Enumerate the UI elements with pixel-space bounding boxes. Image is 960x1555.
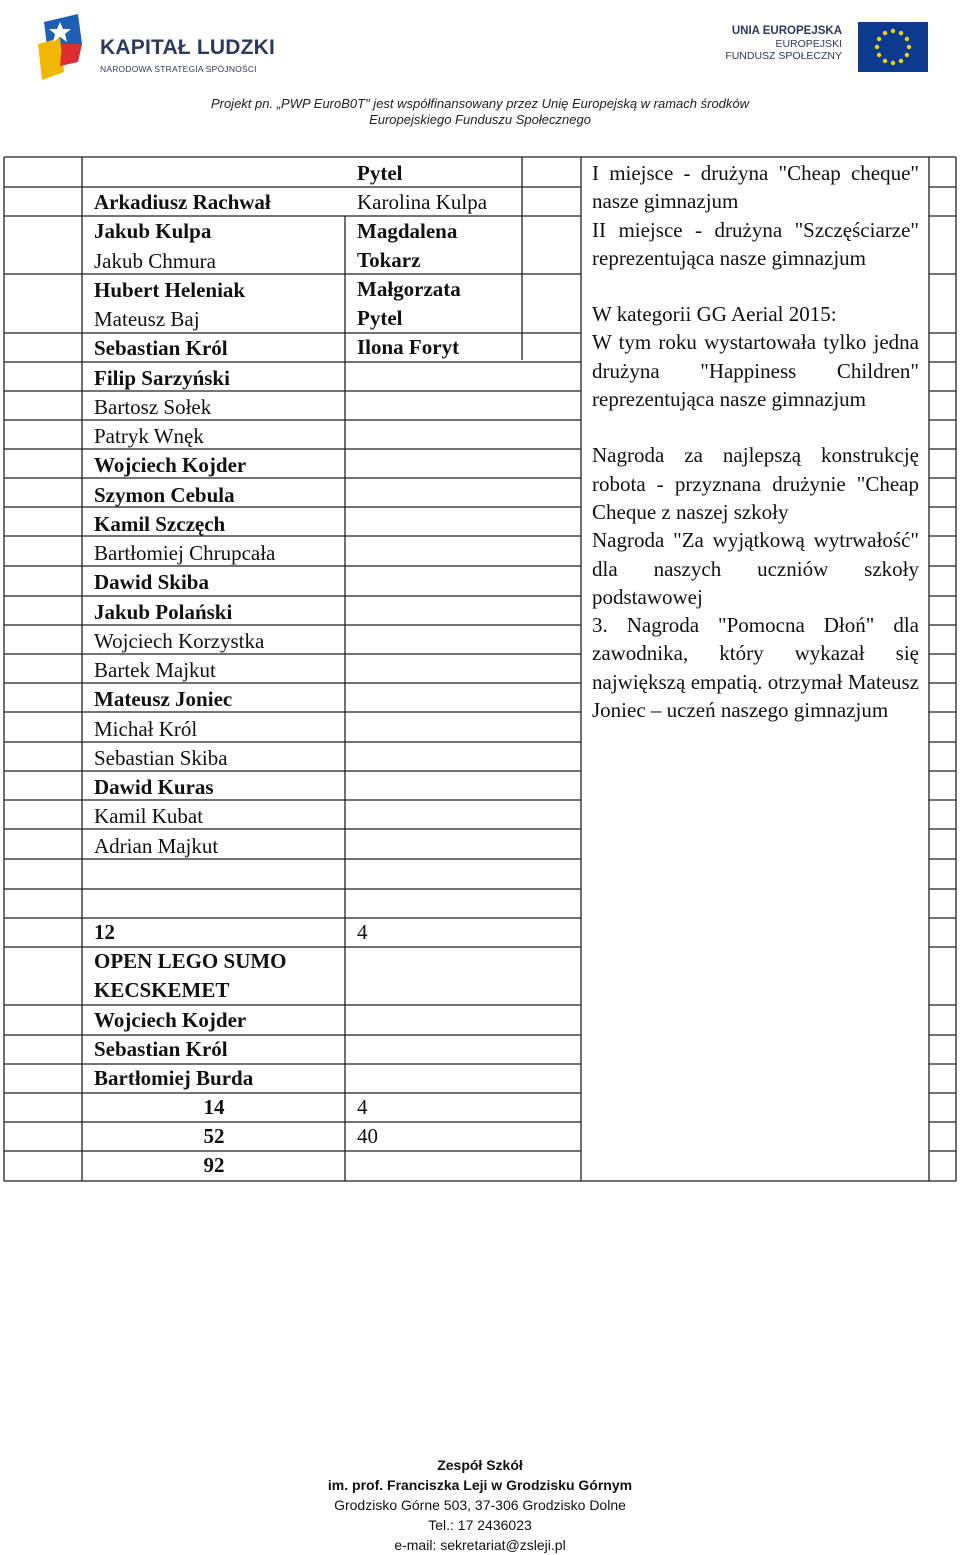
event-name-3: Bartłomiej Burda: [94, 1066, 254, 1090]
page-footer: [0, 1455, 960, 1555]
name-cell: Jakub Polański: [94, 599, 233, 624]
event-title-1: OPEN LEGO SUMO: [94, 949, 287, 973]
eu-line1: UNIA EUROPEJSKA: [731, 25, 842, 37]
eu-line2: EUROPEJSKI: [775, 38, 842, 50]
total-3-left: 92: [203, 1153, 225, 1177]
count-right: 4: [357, 920, 368, 944]
name-cell: Bartosz Sołek: [94, 394, 212, 419]
count-left: 12: [94, 920, 115, 944]
name-cell: Patryk Wnęk: [94, 424, 204, 448]
name-cell: Wojciech Kojder: [94, 453, 247, 478]
coach-cell: Pytel: [357, 161, 403, 185]
name-cell: Dawid Kuras: [94, 775, 214, 799]
name-cell: Bartłomiej Chrupcała: [94, 541, 276, 565]
name-cell: Szymon Cebula: [94, 482, 235, 507]
result-paragraph-5: Nagroda za najlepszą konstrukcję robota - przyznana drużynie "Cheap Cheque z naszej szkoły: [592, 443, 919, 524]
coach-cell: Małgorzata: [357, 277, 461, 301]
name-cell: Wojciech Korzystka: [94, 628, 265, 653]
result-paragraph-1: I miejsce - drużyna "Cheap cheque" nasze gimnazjum: [592, 161, 919, 214]
name-cell: Michał Król: [94, 716, 198, 741]
result-paragraph-3: W kategorii GG Aerial 2015:: [592, 302, 837, 327]
name-cell: Adrian Majkut: [94, 833, 219, 858]
name-cell: Bartek Majkut: [94, 658, 216, 682]
name-cell: Sebastian Skiba: [94, 745, 228, 770]
coach-cell: Pytel: [357, 306, 403, 330]
name-cell: Sebastian Król: [94, 336, 228, 361]
footer-school-name: Zespół Szkół: [437, 1457, 523, 1473]
event-name-1: Wojciech Kojder: [94, 1008, 247, 1032]
footer-phone: Tel.: 17 2436023: [428, 1517, 532, 1533]
footer-school-patron: im. prof. Franciszka Leji w Grodzisku Górnym: [327, 1477, 633, 1493]
event-title-2: KECSKEMET: [94, 978, 230, 1002]
total-2-left: 52: [203, 1124, 225, 1148]
footer-address: Grodzisko Górne 503, 37-306 Grodzisko Dolne: [334, 1497, 626, 1513]
spacer: [592, 413, 919, 441]
eu-line3: FUNDUSZ SPOŁECZNY: [725, 50, 842, 62]
project-line-1: Projekt pn. „PWP EuroB0T" jest współfinansowany przez Unię Europejską w ramach środków: [210, 96, 750, 111]
coach-cell: Ilona Foryt: [357, 335, 460, 359]
coach-cell: Magdalena: [357, 219, 458, 243]
spacer: [592, 272, 919, 300]
project-line-2: Europejskiego Funduszu Społecznego: [369, 112, 591, 127]
result-paragraph-4: W tym roku wystartowała tylko jedna drużyna "Happiness Children" reprezentująca nasze gimnazjum: [592, 330, 919, 412]
result-paragraph-2: II miejsce - drużyna "Szczęściarze" reprezentująca nasze gimnazjum: [592, 217, 919, 270]
coach-cell: Tokarz: [357, 248, 421, 272]
name-cell: Jakub Chmura: [94, 248, 216, 273]
coach-cell: Karolina Kulpa: [357, 190, 488, 214]
event-name-2: Sebastian Król: [94, 1037, 228, 1061]
total-1-left: 14: [203, 1095, 225, 1119]
name-cell: Kamil Kubat: [94, 804, 204, 829]
name-cell: Mateusz Baj: [94, 307, 200, 331]
name-cell: Filip Sarzyński: [94, 365, 230, 390]
name-cell: Hubert Heleniak: [94, 277, 246, 302]
name-cell: Arkadiusz Rachwał: [94, 190, 271, 214]
results-column: [592, 159, 919, 724]
footer-email: e-mail: sekretariat@zsleji.pl: [394, 1537, 566, 1553]
name-cell: Kamil Szczęch: [94, 511, 226, 536]
name-cell: Mateusz Joniec: [94, 687, 233, 712]
kapital-ludzki-subtitle: NARODOWA STRATEGIA SPÓJNOŚCI: [100, 64, 257, 74]
total-1-right: 4: [357, 1095, 368, 1119]
kapital-ludzki-title: KAPITAŁ LUDZKI: [100, 36, 276, 59]
result-paragraph-7: 3. Nagroda "Pomocna Dłoń" dla zawodnika, który wykazał się największą empatią. otrzymał Mateusz Joniec – uczeń naszego gimnazjum: [592, 613, 919, 723]
name-cell: Jakub Kulpa: [94, 219, 212, 244]
name-cell: Dawid Skiba: [94, 570, 209, 595]
total-2-right: 40: [357, 1124, 378, 1148]
result-paragraph-6: Nagroda "Za wyjątkową wytrwałość" dla naszych uczniów szkoły podstawowej: [592, 528, 919, 609]
